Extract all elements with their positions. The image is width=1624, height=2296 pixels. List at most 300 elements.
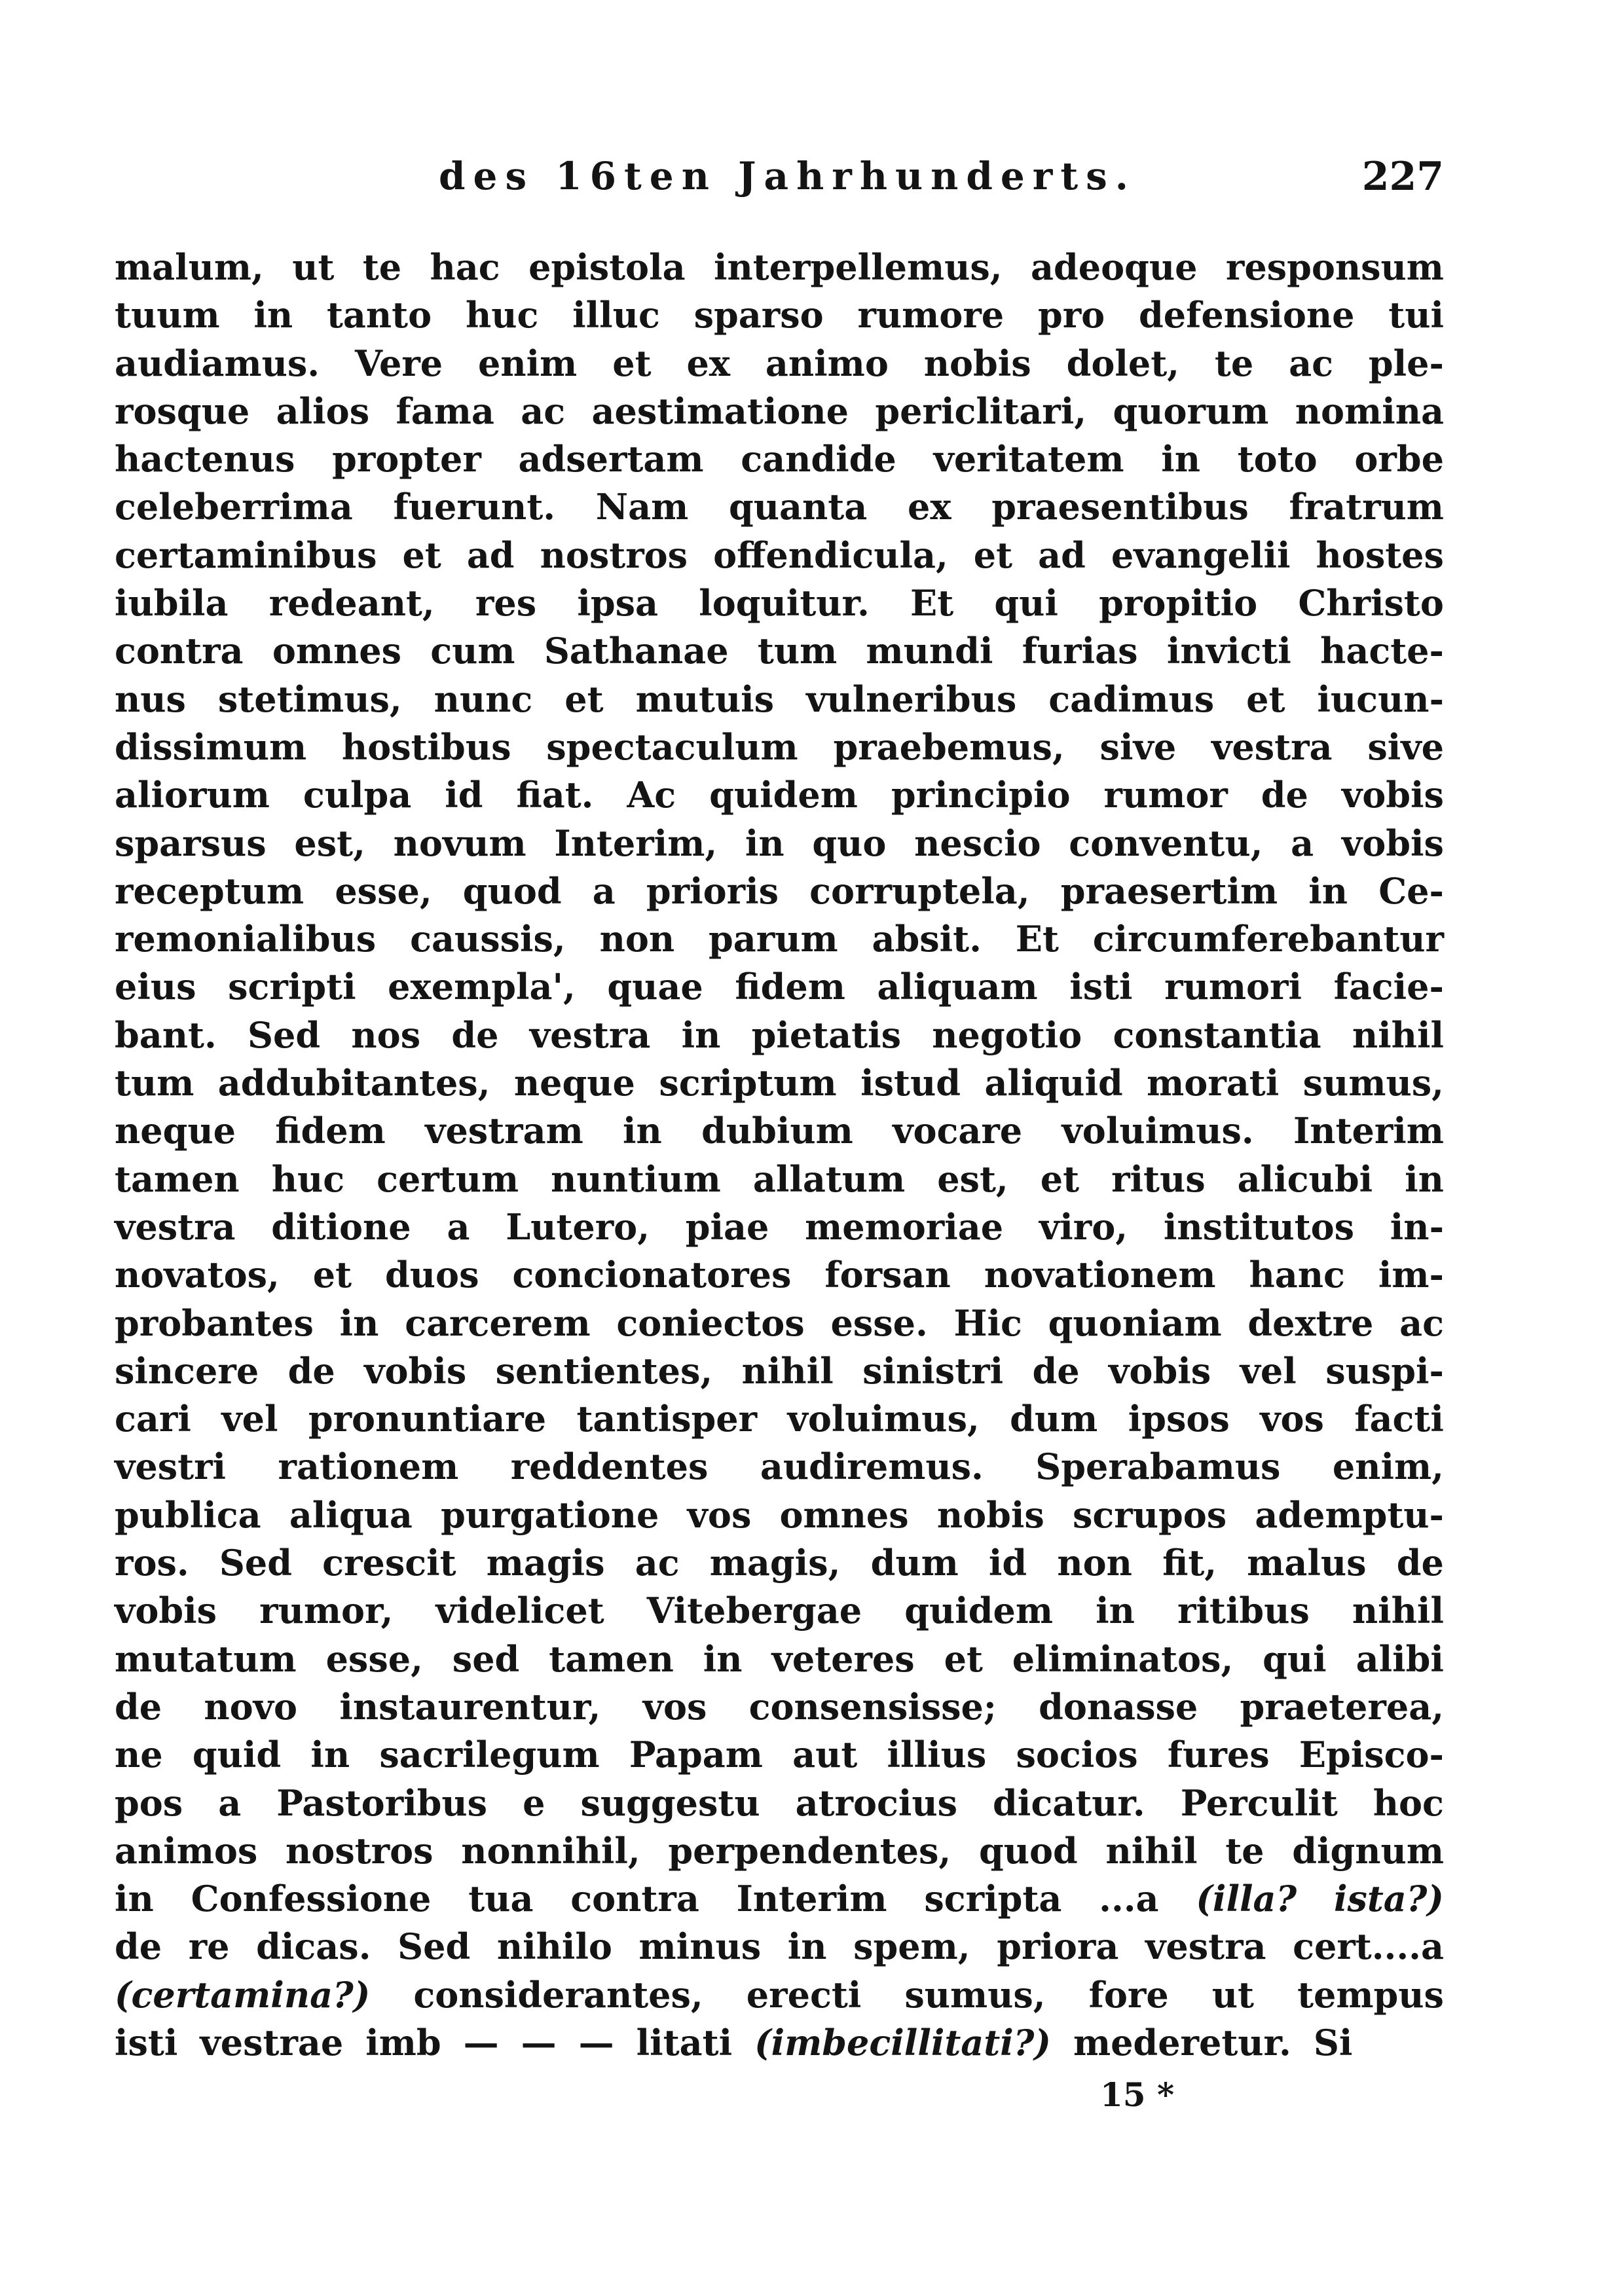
word: de: [451, 1013, 499, 1056]
word: de: [287, 1349, 335, 1392]
word: tamen: [549, 1637, 674, 1680]
word: vestra: [115, 1205, 236, 1248]
word: scripti: [228, 966, 356, 1008]
word: mutuis: [635, 678, 775, 720]
text-line: [115, 1011, 1444, 1059]
word: vos: [642, 1685, 707, 1728]
word: Ac: [627, 774, 676, 816]
signature-mark: 15 *: [1100, 2075, 1175, 2114]
word: absit.: [872, 918, 982, 960]
word: nomina: [1295, 390, 1444, 432]
word: duos: [385, 1254, 479, 1296]
word: perpendentes,: [668, 1829, 951, 1872]
word: forsan: [824, 1254, 951, 1296]
word: priora: [997, 1925, 1119, 1968]
word: negotio: [932, 1013, 1082, 1056]
word: aliqua: [289, 1493, 413, 1536]
word: novum: [393, 822, 526, 864]
word: —: [578, 2021, 614, 2064]
word: facti: [1354, 1398, 1444, 1440]
word: Christo: [1298, 582, 1444, 625]
text-line: [115, 1107, 1444, 1155]
word: mundi: [866, 630, 993, 672]
word: vestra: [1145, 1925, 1266, 1968]
word: receptum: [115, 869, 304, 912]
word: rumor,: [259, 1590, 394, 1632]
word: ut: [292, 246, 335, 288]
text-line: [115, 1779, 1444, 1827]
word: nescio: [914, 822, 1041, 864]
word: nuntium: [551, 1157, 721, 1200]
word: caussis,: [410, 918, 566, 960]
word: isti: [115, 2021, 178, 2064]
word: nostros: [540, 534, 688, 576]
word: nihil: [1352, 1590, 1444, 1632]
word: (certamina?): [115, 1973, 371, 2016]
word: remonialibus: [115, 918, 377, 960]
word: ple-: [1368, 342, 1444, 384]
word: in: [310, 1734, 350, 1776]
word: sincere: [115, 1349, 259, 1392]
word: in: [1308, 869, 1348, 912]
word: pro: [1037, 294, 1105, 337]
word: rationem: [278, 1446, 459, 1488]
word: alibi: [1356, 1637, 1444, 1680]
word: in: [703, 1637, 743, 1680]
word: ademptu-: [1255, 1493, 1444, 1536]
word: periclitari,: [875, 390, 1087, 432]
word: huc: [465, 294, 539, 337]
word: quo: [812, 822, 887, 864]
word: rumori: [1164, 966, 1302, 1008]
word: Sed: [397, 1925, 471, 1968]
word: fama: [396, 390, 494, 432]
word: in: [681, 1013, 721, 1056]
word: vos: [1260, 1398, 1324, 1440]
word: alicubi: [1237, 1157, 1373, 1200]
word: res: [475, 582, 537, 625]
word: nihilo: [496, 1925, 612, 1968]
word: sentientes,: [495, 1349, 713, 1392]
word: mutatum: [115, 1637, 297, 1680]
text-line: [115, 1156, 1444, 1203]
word: nobis: [936, 1493, 1044, 1536]
word: praesentibus: [991, 486, 1249, 528]
text-line: [115, 676, 1444, 723]
word: spem,: [853, 1925, 970, 1968]
word: a: [1291, 822, 1314, 864]
word: circumferebantur: [1092, 918, 1444, 960]
word: sumus,: [904, 1973, 1046, 2016]
word: cert....a: [1293, 1925, 1444, 1968]
word: Lutero,: [506, 1205, 650, 1248]
text-line: [115, 723, 1444, 771]
word: quorum: [1113, 390, 1269, 432]
word: —: [521, 2021, 557, 2064]
word: sive: [1099, 725, 1177, 768]
word: pietatis: [751, 1013, 902, 1056]
word: orbe: [1354, 438, 1444, 481]
word: magis,: [709, 1542, 841, 1584]
word: nobis: [923, 342, 1031, 384]
word: tuum: [115, 294, 220, 337]
word: neque: [513, 1062, 635, 1104]
word: Confessione: [191, 1878, 432, 1920]
word: dum: [870, 1542, 959, 1584]
word: hostibus: [341, 725, 511, 768]
word: in: [1096, 1590, 1135, 1632]
word: Sperabamus: [1035, 1446, 1281, 1488]
word: dissimum: [115, 725, 307, 768]
word: (imbecillitati?): [754, 2021, 1051, 2064]
word: Interim: [1293, 1110, 1444, 1152]
word: in: [745, 822, 784, 864]
word: id: [445, 774, 483, 816]
word: nihil: [1105, 1829, 1198, 1872]
word: vos: [687, 1493, 752, 1536]
word: veritatem: [933, 438, 1124, 481]
word: aut: [792, 1734, 858, 1776]
word: a: [218, 1781, 242, 1824]
text-line: [115, 1971, 1444, 2019]
word: ros.: [115, 1542, 189, 1584]
word: neque: [115, 1110, 236, 1152]
word: responsum: [1225, 246, 1444, 288]
word: omnes: [272, 630, 401, 672]
word: in: [623, 1110, 662, 1152]
word: et: [973, 534, 1013, 576]
word: evangelii: [1111, 534, 1291, 576]
word: eliminatos,: [1012, 1637, 1234, 1680]
word: ac: [521, 390, 566, 432]
word: ad: [466, 534, 515, 576]
word: vocare: [893, 1110, 1023, 1152]
word: reddentes: [510, 1446, 709, 1488]
word: propitio: [1099, 582, 1258, 625]
word: ut: [1211, 1973, 1255, 2016]
word: nihil: [1352, 1013, 1444, 1056]
word: enim: [478, 342, 578, 384]
word: in: [339, 1302, 379, 1344]
word: sparsus: [115, 822, 267, 864]
word: hac: [430, 246, 500, 288]
word: tum: [757, 630, 838, 672]
word: litati: [636, 2021, 733, 2064]
word: esse.: [830, 1302, 928, 1344]
word: Vitebergae: [646, 1590, 862, 1632]
text-line: [115, 1923, 1444, 1971]
word: bant.: [115, 1013, 217, 1056]
word: sparso: [693, 294, 824, 337]
word: vobis: [115, 1590, 217, 1632]
word: quanta: [729, 486, 868, 528]
word: est,: [937, 1157, 1008, 1200]
word: adeoque: [1030, 246, 1198, 288]
word: corruptela,: [809, 869, 1030, 912]
word: imb: [365, 2021, 441, 2064]
word: facie-: [1333, 966, 1444, 1008]
word: invicti: [1166, 630, 1291, 672]
word: ditione: [271, 1205, 411, 1248]
word: novationem: [984, 1254, 1216, 1296]
word: considerantes,: [413, 1973, 703, 2016]
word: ac: [635, 1542, 680, 1584]
word: vel: [1240, 1349, 1297, 1392]
word: institutos: [1163, 1205, 1355, 1248]
word: nos: [351, 1013, 421, 1056]
word: de: [115, 1925, 162, 1968]
word: novatos,: [115, 1254, 280, 1296]
text-line: [115, 1203, 1444, 1251]
word: vobis: [1341, 774, 1444, 816]
word: huc: [271, 1157, 345, 1200]
word: tanto: [326, 294, 432, 337]
text-line: [115, 1395, 1444, 1443]
word: audiamus.: [115, 342, 320, 384]
text-line: [115, 1731, 1444, 1779]
word: certaminibus: [115, 534, 377, 576]
text-line: [115, 820, 1444, 867]
word: hostes: [1316, 534, 1444, 576]
word: quidem: [709, 774, 858, 816]
word: eius: [115, 966, 196, 1008]
word: morati: [1147, 1062, 1280, 1104]
word: purgatione: [441, 1493, 659, 1536]
word: addubitantes,: [217, 1062, 490, 1104]
word: novo: [204, 1685, 298, 1728]
word: et: [944, 1637, 983, 1680]
word: isti: [1069, 966, 1133, 1008]
word: praeterea,: [1240, 1685, 1444, 1728]
word: animo: [765, 342, 889, 384]
word: Papam: [629, 1734, 763, 1776]
word: —: [463, 2021, 499, 2064]
word: et: [402, 534, 441, 576]
text-line: [115, 1059, 1444, 1107]
word: Pastoribus: [276, 1781, 488, 1824]
text-line: [115, 388, 1444, 435]
word: tempus: [1297, 1973, 1444, 2016]
word: Perculit: [1180, 1781, 1338, 1824]
word: nus: [115, 678, 186, 720]
word: ex: [907, 486, 951, 528]
word: dolet,: [1066, 342, 1179, 384]
word: est,: [294, 822, 365, 864]
text-line: [115, 291, 1444, 339]
word: alios: [276, 390, 370, 432]
text-line: [115, 532, 1444, 579]
word: ipsos: [1128, 1398, 1230, 1440]
word: Hic: [953, 1302, 1022, 1344]
word: redeant,: [268, 582, 435, 625]
word: quod: [978, 1829, 1078, 1872]
word: contra: [570, 1878, 699, 1920]
word: iucun-: [1317, 678, 1444, 720]
word: in-: [1390, 1205, 1444, 1248]
text-line: [115, 2019, 1444, 2067]
word: malus: [1247, 1542, 1367, 1584]
word: in: [1405, 1157, 1444, 1200]
word: defensione: [1138, 294, 1355, 337]
word: quid: [192, 1734, 282, 1776]
word: quoniam: [1048, 1302, 1222, 1344]
word: im-: [1378, 1254, 1444, 1296]
word: sacrilegum: [379, 1734, 600, 1776]
word: Sed: [219, 1542, 292, 1584]
word: candide: [741, 438, 896, 481]
text-line: [115, 483, 1444, 531]
word: de: [1032, 1349, 1080, 1392]
word: praesertim: [1060, 869, 1278, 912]
word: constantia: [1113, 1013, 1321, 1056]
word: spectaculum: [546, 725, 798, 768]
word: fures: [1167, 1734, 1270, 1776]
text-line: [115, 1300, 1444, 1347]
word: et: [1040, 1157, 1080, 1200]
word: fit,: [1162, 1542, 1217, 1584]
text-line: [115, 1587, 1444, 1635]
word: prioris: [646, 869, 779, 912]
word: probantes: [115, 1302, 314, 1344]
word: pos: [115, 1781, 183, 1824]
word: cum: [430, 630, 515, 672]
word: cadimus: [1048, 678, 1215, 720]
word: Interim: [736, 1878, 887, 1920]
word: Sathanae: [544, 630, 729, 672]
word: scriptum: [659, 1062, 837, 1104]
text-line: [115, 1539, 1444, 1587]
word: coniectos: [616, 1302, 805, 1344]
word: qui: [994, 582, 1058, 625]
word: illuc: [572, 294, 660, 337]
word: et: [1246, 678, 1285, 720]
word: malum,: [115, 246, 264, 288]
word: tum: [115, 1062, 194, 1104]
word: illius: [887, 1734, 987, 1776]
word: suggestu: [580, 1781, 760, 1824]
word: vulneribus: [806, 678, 1017, 720]
word: aliorum: [115, 774, 270, 816]
text-line: [115, 1251, 1444, 1299]
word: exempla',: [388, 966, 576, 1008]
word: nihil: [741, 1349, 834, 1392]
word: Sed: [248, 1013, 321, 1056]
word: fidem: [275, 1110, 386, 1152]
word: crescit: [322, 1542, 456, 1584]
word: praebemus,: [833, 725, 1065, 768]
word: concionatores: [512, 1254, 792, 1296]
text-line: [115, 963, 1444, 1011]
word: hactenus: [115, 438, 295, 481]
word: pronuntiare: [308, 1398, 547, 1440]
word: quod: [462, 869, 562, 912]
word: scripta: [924, 1878, 1062, 1920]
word: in: [115, 1878, 154, 1920]
word: atrocius: [795, 1781, 958, 1824]
word: principio: [891, 774, 1071, 816]
word: Vere: [355, 342, 443, 384]
word: ac: [1399, 1302, 1444, 1344]
word: adsertam: [518, 438, 704, 481]
word: ritibus: [1177, 1590, 1310, 1632]
word: in: [253, 294, 293, 337]
word: mederetur.: [1073, 2021, 1291, 2064]
word: istud: [860, 1062, 961, 1104]
word: Et: [910, 582, 954, 625]
word: de: [1396, 1542, 1444, 1584]
word: hoc: [1373, 1781, 1444, 1824]
body-text: [115, 244, 1444, 2067]
text-line: [115, 435, 1444, 483]
word: ac: [1289, 342, 1333, 384]
word: fiat.: [516, 774, 594, 816]
word: vobis: [364, 1349, 467, 1392]
word: te: [362, 246, 402, 288]
word: socios: [1016, 1734, 1138, 1776]
word: (illa?: [1196, 1878, 1297, 1920]
running-head: des 16ten Jahrhunderts.: [439, 154, 1136, 198]
word: de: [1261, 774, 1308, 816]
word: sed: [452, 1637, 520, 1680]
word: ritus: [1111, 1157, 1206, 1200]
text-line: [115, 340, 1444, 388]
word: hanc: [1249, 1254, 1345, 1296]
text-line: [115, 1875, 1444, 1923]
word: nonnihil,: [461, 1829, 640, 1872]
word: vel: [221, 1398, 278, 1440]
page-number: 227: [1361, 154, 1444, 200]
word: suspi-: [1325, 1349, 1444, 1392]
word: contra: [115, 630, 244, 672]
text-line: [115, 1827, 1444, 1875]
word: ...a: [1099, 1878, 1159, 1920]
word: allatum: [752, 1157, 906, 1200]
word: voluimus.: [1061, 1110, 1254, 1152]
word: dextre: [1247, 1302, 1374, 1344]
word: furias: [1022, 630, 1138, 672]
word: parum: [709, 918, 838, 960]
word: aliquid: [984, 1062, 1123, 1104]
word: non: [599, 918, 675, 960]
word: iubila: [115, 582, 229, 625]
word: viro,: [1039, 1205, 1128, 1248]
word: rumore: [857, 294, 1005, 337]
word: ex: [686, 342, 731, 384]
word: et: [312, 1254, 352, 1296]
word: erecti: [746, 1973, 862, 2016]
word: ad: [1038, 534, 1086, 576]
word: dignum: [1292, 1829, 1444, 1872]
word: Episco-: [1299, 1734, 1444, 1776]
word: vestram: [425, 1110, 583, 1152]
text-line: [115, 1443, 1444, 1491]
word: Ce-: [1378, 869, 1444, 912]
word: consensisse;: [748, 1685, 997, 1728]
word: vestra: [1211, 725, 1333, 768]
word: in: [1161, 438, 1201, 481]
word: hacte-: [1320, 630, 1444, 672]
word: magis: [486, 1542, 605, 1584]
text-line: [115, 579, 1444, 627]
word: te: [1214, 342, 1254, 384]
word: audiremus.: [760, 1446, 984, 1488]
word: ista?): [1333, 1878, 1444, 1920]
text-line: [115, 867, 1444, 915]
word: aliquam: [877, 966, 1038, 1008]
word: tantisper: [576, 1398, 758, 1440]
word: tua: [468, 1878, 534, 1920]
word: veteres: [771, 1637, 915, 1680]
